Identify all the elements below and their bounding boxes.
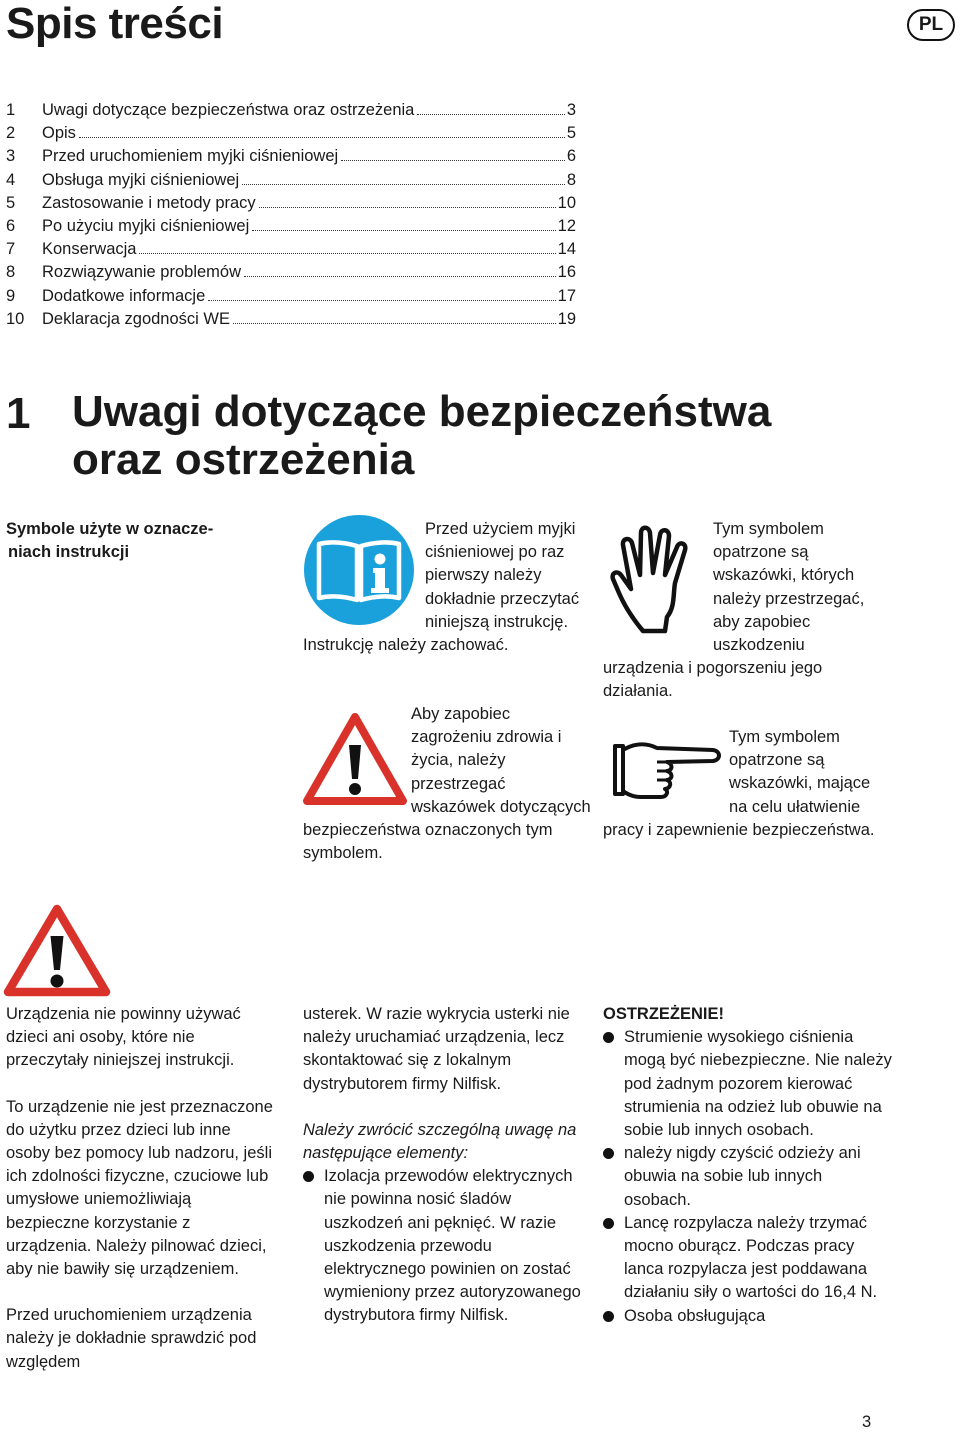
book-symbol-note — [303, 518, 593, 657]
toc-num: 6 — [6, 216, 16, 235]
toc-leader — [79, 137, 565, 138]
bullet-list — [603, 1026, 893, 1328]
toc-leader — [341, 160, 565, 161]
toc-num: 8 — [6, 263, 16, 282]
toc-leader — [233, 323, 556, 324]
toc-num: 10 — [6, 309, 25, 328]
toc-page: 16 — [557, 263, 576, 282]
toc-row[interactable] — [6, 124, 576, 147]
language-badge: PL — [907, 9, 955, 41]
section-title-line: oraz ostrzeżenia — [72, 435, 415, 484]
toc-page: 10 — [557, 193, 576, 212]
pointing-symbol-note — [603, 726, 883, 842]
toc-num: 5 — [6, 193, 16, 212]
toc-page: 17 — [557, 286, 576, 305]
paragraph: Urządzenia nie powinny używać dzieci ani osoby, które nie przeczytały niniejszej instrukcji. — [6, 1005, 241, 1070]
paragraph: usterek. W razie wykrycia usterki nie należy uruchamiać urządzenia, lecz skontaktować się z lokalnym dystrybutorem firmy Nilfisk. — [303, 1005, 570, 1093]
toc-title: Konserwacja — [42, 240, 137, 259]
toc-title: Opis — [42, 124, 76, 143]
toc-row[interactable] — [6, 171, 576, 194]
toc-title: Zastosowanie i metody pracy — [42, 193, 256, 212]
warning-heading: OSTRZEŻENIE! — [603, 1005, 725, 1023]
intro-italic: Należy zwrócić szczególną uwagę na następujące elementy: — [303, 1120, 577, 1163]
toc-page: 19 — [557, 309, 576, 328]
toc-title: Po użyciu myjki ciśnieniowej — [42, 216, 250, 235]
book-info-icon — [303, 514, 415, 626]
toc-title: Przed uruchomieniem myjki ciśnieniowej — [42, 147, 339, 166]
paragraph: Przed uruchomieniem urządzenia należy je dokładnie sprawdzić pod względem — [6, 1306, 257, 1371]
toc-leader — [244, 276, 556, 277]
pointing-symbol-text: Tym symbolem opatrzone są wskazówki, mające na celu ułatwienie pracy i zapewnienie bezpieczeństwa. — [603, 728, 875, 839]
toc-num: 9 — [6, 286, 16, 305]
toc-leader — [208, 300, 555, 301]
toc-num: 3 — [6, 147, 16, 166]
toc-page: 5 — [566, 124, 576, 143]
toc-row[interactable] — [6, 217, 576, 240]
raised-hand-icon — [609, 523, 709, 637]
list-item: Izolacja przewodów elektrycznych nie powinna nosić śladów uszkodzeń ani pęknięć. W razie uszkodzenia przewodu elektrycznego powinien on zostać wymieniony przez autoryzowanego dystrybutora firmy Nilfisk. — [303, 1165, 583, 1327]
toc-leader — [252, 230, 555, 231]
section-title-line: Uwagi dotyczące bezpieczeństwa — [72, 387, 772, 436]
toc-num: 1 — [6, 101, 16, 119]
warning-symbol-note — [303, 703, 593, 865]
toc-row[interactable] — [6, 310, 576, 333]
hand-symbol-note — [603, 518, 883, 704]
toc-page: 12 — [557, 216, 576, 235]
toc-page: 14 — [557, 240, 576, 259]
warning-triangle-icon — [303, 713, 407, 807]
bullet-list — [303, 1165, 583, 1327]
toc-title: Rozwiązywanie problemów — [42, 263, 241, 282]
toc-leader — [242, 184, 565, 185]
toc-page: 6 — [566, 147, 576, 166]
paragraph: To urządzenie nie jest przeznaczone do użytku przez dzieci lub inne osoby bez pomocy lub nadzoru, jeśli ich zdolności fizyczne, czuciowe lub umysłowe uniemożliwiają bezpieczne korzystanie z urządzenia. Należy pilnować dzieci, aby nie bawiły się urządzeniem. — [6, 1097, 273, 1279]
toc-title: Deklaracja zgodności WE — [42, 309, 230, 328]
symbols-label-line: Symbole użyte w oznacze- — [6, 520, 214, 538]
toc-num: 7 — [6, 240, 16, 259]
toc-leader — [417, 114, 564, 115]
section-title — [72, 388, 832, 484]
toc-row[interactable] — [6, 147, 576, 170]
toc-title: Uwagi dotyczące bezpieczeństwa oraz ostrzeżenia — [42, 101, 415, 119]
warning-triangle-icon — [3, 904, 111, 998]
list-item: Strumienie wysokiego ciśnienia mogą być niebezpieczne. Nie należy pod żadnym pozorem kierować strumienia na odzież lub obuwie na sobie lub innych osobach. — [603, 1026, 893, 1142]
toc-row[interactable] — [6, 287, 576, 310]
toc-num: 2 — [6, 124, 16, 143]
body-column-3 — [603, 1003, 893, 1328]
toc-leader — [139, 253, 555, 254]
section-number: 1 — [6, 389, 31, 438]
warning-symbol-text: Aby zapobiec zagrożeniu zdrowia i życia, należy przestrzegać wskazówek dotyczących bezpieczeństwa oznaczonych tym symbolem. — [303, 705, 591, 863]
pointing-hand-icon — [603, 736, 723, 802]
list-item: Osoba obsługująca — [603, 1305, 893, 1328]
body-column-2 — [303, 1003, 583, 1328]
toc-num: 4 — [6, 170, 16, 189]
page-number: 3 — [862, 1413, 872, 1431]
toc-page: 3 — [566, 101, 576, 119]
symbols-label — [6, 518, 266, 564]
book-symbol-text: Przed użyciem myjki ciśnieniowej po raz pierwszy należy dokładnie przeczytać niniejszą instrukcję. Instrukcję należy zachować. — [303, 520, 580, 655]
toc-title: Obsługa myjki ciśnieniowej — [42, 170, 240, 189]
page-title: Spis treści — [6, 0, 224, 48]
toc-row[interactable] — [6, 194, 576, 217]
toc-row[interactable] — [6, 240, 576, 263]
toc-row[interactable] — [6, 101, 576, 124]
toc-leader — [259, 207, 556, 208]
list-item: Lancę rozpylacza należy trzymać mocno oburącz. Podczas pracy lanca rozpylacza jest poddawana działaniu siły o wartości do 16,4 N. — [603, 1212, 893, 1305]
toc-row[interactable] — [6, 263, 576, 286]
toc-page: 8 — [566, 170, 576, 189]
table-of-contents — [6, 101, 576, 333]
list-item: należy nigdy czyścić odzieży ani obuwia na sobie lub innych osobach. — [603, 1142, 893, 1212]
hand-symbol-text: Tym symbolem opatrzone są wskazówki, których należy przestrzegać, aby zapobiec uszkodzeniu urządzenia i pogorszeniu jego działania. — [603, 520, 865, 701]
symbols-label-line: niach instrukcji — [8, 543, 130, 562]
toc-title: Dodatkowe informacje — [42, 286, 206, 305]
body-column-1 — [6, 1003, 276, 1397]
